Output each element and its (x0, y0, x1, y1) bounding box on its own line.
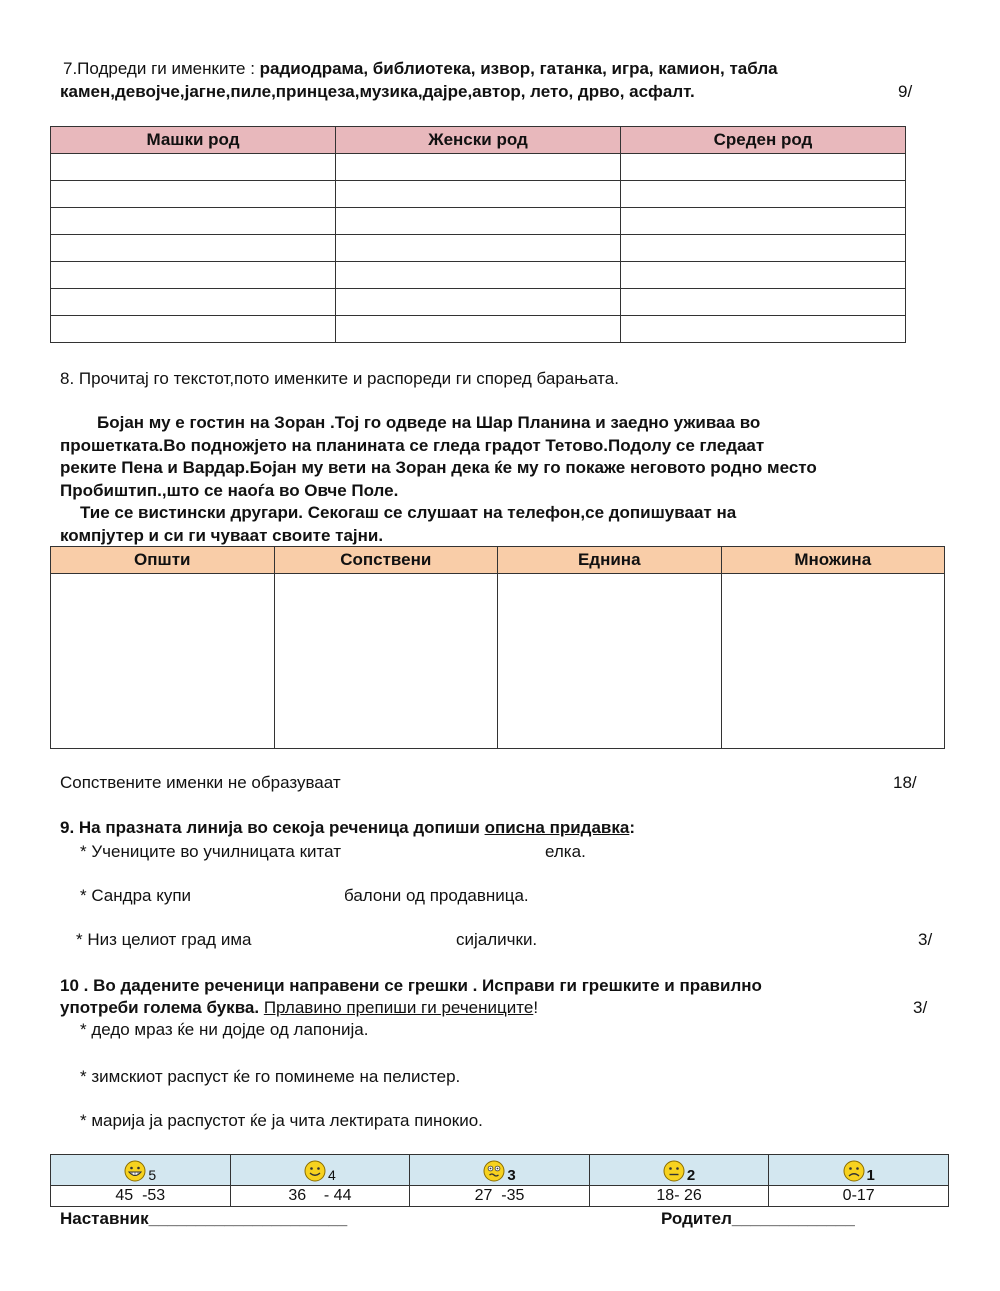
answer-cell-masculine[interactable] (51, 208, 336, 235)
answer-cell-singular[interactable] (498, 574, 722, 749)
noun-types-answer-row (51, 574, 945, 749)
q8-note: Сопствените именки не образуваат (60, 773, 341, 792)
teacher-signature: Наставник_____________________ (60, 1209, 348, 1228)
answer-cell-feminine[interactable] (336, 262, 621, 289)
smile-smiley-icon (304, 1160, 326, 1182)
sad-smiley-icon (843, 1160, 865, 1182)
answer-cell-neuter[interactable] (621, 316, 906, 343)
answer-cell-neuter[interactable] (621, 289, 906, 316)
answer-cell-feminine[interactable] (336, 235, 621, 262)
q9-sentence-start: * Сандра купи (80, 886, 192, 905)
answer-cell-masculine[interactable] (51, 235, 336, 262)
grade-cell (589, 1155, 769, 1186)
q10-title-end: ! (533, 998, 539, 1017)
q7-line1 (63, 58, 778, 80)
q10-title-underlined: Прлавино препиши ги речениците (263, 998, 534, 1017)
answer-cell-masculine[interactable] (51, 181, 336, 208)
answer-cell-neuter[interactable] (621, 154, 906, 181)
answer-cell-proper[interactable] (274, 574, 498, 749)
q10-title-line1: 10 . Во дадените реченици направени се грешки . Исправи ги грешките и правилно (60, 976, 762, 995)
q10-points: 3/ (913, 998, 928, 1017)
gender-table-row (51, 208, 906, 235)
q7-words-line1: радиодрама, библиотека, извор, гатанка, игра, камион, табла (259, 59, 778, 78)
grade-number: 5 (148, 1167, 157, 1183)
q9-title (60, 817, 635, 839)
grade-cell (769, 1155, 949, 1186)
answer-cell-common[interactable] (51, 574, 275, 749)
answer-cell-feminine[interactable] (336, 154, 621, 181)
gender-table-row (51, 154, 906, 181)
header-neuter: Среден род (621, 127, 906, 154)
confused-smiley-icon (483, 1160, 505, 1182)
frown-smiley-icon (663, 1160, 685, 1182)
header-plural: Множина (721, 547, 945, 574)
header-common: Општи (51, 547, 275, 574)
grading-ranges-row (51, 1186, 949, 1207)
grade-range: 0-17 (769, 1186, 949, 1207)
answer-cell-neuter[interactable] (621, 208, 906, 235)
q9-sentence-end: сијалички. (456, 930, 538, 949)
grade-cell (410, 1155, 590, 1186)
answer-cell-feminine[interactable] (336, 289, 621, 316)
parent-signature: Родител_____________ (661, 1209, 855, 1228)
q8-text-line: Бојан му е гостин на Зоран .Тој го одведе на Шар Планина и заедно уживаа во (97, 413, 761, 432)
answer-cell-feminine[interactable] (336, 181, 621, 208)
q10-sentence: * дедо мраз ќе ни дојде од лапонија. (80, 1020, 369, 1039)
q9-sentence-end: балони од продавница. (344, 886, 529, 905)
header-feminine: Женски род (336, 127, 621, 154)
gender-table-row (51, 316, 906, 343)
q9-title-prefix: 9. На празната линија во секоја реченица допиши (60, 818, 485, 837)
noun-types-table (50, 546, 945, 749)
header-proper: Сопствени (274, 547, 498, 574)
gender-table-row (51, 262, 906, 289)
grade-number: 2 (686, 1167, 696, 1184)
q8-text-line: прошетката.Во подножјето на планината се гледа градот Тетово.Подолу се гледаат (60, 436, 765, 455)
answer-cell-masculine[interactable] (51, 154, 336, 181)
grading-icons-row (51, 1155, 949, 1186)
q7-words-line2: камен,девојче,јагне,пиле,принцеза,музика,дајре,автор, лето, дрво, асфалт. (60, 82, 695, 101)
answer-cell-neuter[interactable] (621, 235, 906, 262)
answer-cell-masculine[interactable] (51, 316, 336, 343)
q8-instruction: 8. Прочитај го текстот,пото именките и распореди ги според барањата. (60, 369, 619, 388)
grade-number: 3 (507, 1167, 516, 1184)
header-singular: Еднина (498, 547, 722, 574)
answer-cell-neuter[interactable] (621, 262, 906, 289)
gender-table (50, 126, 906, 343)
answer-cell-masculine[interactable] (51, 289, 336, 316)
answer-cell-masculine[interactable] (51, 262, 336, 289)
q8-text-line: реките Пена и Вардар.Бојан му вети на Зоран дека ќе му го покаже неговото родно место (60, 458, 817, 477)
q10-title-line2 (60, 997, 538, 1019)
grade-cell (230, 1155, 410, 1186)
q7-prefix: 7.Подреди ги именките : (63, 59, 260, 78)
q8-text-line: Пробиштип.,што се наоѓа во Овче Поле. (60, 481, 399, 500)
grin-smiley-icon (124, 1160, 146, 1182)
q8-text-line: Тие се вистински другари. Секогаш се слушаат на телефон,се допишуваат на (80, 503, 737, 522)
q8-points: 18/ (893, 773, 917, 792)
q8-text-line: компјутер и си ги чуваат своите тајни. (60, 526, 384, 545)
grade-number: 1 (866, 1167, 875, 1184)
grade-range: 45 -53 (51, 1186, 231, 1207)
grade-cell (51, 1155, 231, 1186)
gender-table-row (51, 289, 906, 316)
q10-title-bold: употреби голема буква. (60, 998, 264, 1017)
answer-cell-feminine[interactable] (336, 208, 621, 235)
q9-title-suffix: : (629, 818, 635, 837)
grading-table (50, 1154, 949, 1207)
q10-sentence: * зимскиот распуст ќе го поминеме на пелистер. (80, 1067, 461, 1086)
q7-points: 9/ (898, 82, 913, 101)
answer-cell-feminine[interactable] (336, 316, 621, 343)
answer-cell-neuter[interactable] (621, 181, 906, 208)
q9-points: 3/ (918, 930, 933, 949)
q9-sentence-end: елка. (545, 842, 586, 861)
header-masculine: Машки род (51, 127, 336, 154)
grade-number: 4 (327, 1167, 336, 1183)
q10-sentence: * марија ја распустот ќе ја чита лектирата пинокио. (80, 1111, 483, 1130)
q9-sentence-start: * Учениците во училницата китат (80, 842, 342, 861)
q9-title-underlined: описна придавка (484, 818, 630, 837)
gender-table-row (51, 181, 906, 208)
gender-table-row (51, 235, 906, 262)
grade-range: 18- 26 (589, 1186, 769, 1207)
grade-range: 36 - 44 (230, 1186, 410, 1207)
answer-cell-plural[interactable] (721, 574, 945, 749)
q9-sentence-start: * Низ целиот град има (76, 930, 252, 949)
noun-types-header (51, 547, 945, 574)
gender-table-header (51, 127, 906, 154)
grade-range: 27 -35 (410, 1186, 590, 1207)
